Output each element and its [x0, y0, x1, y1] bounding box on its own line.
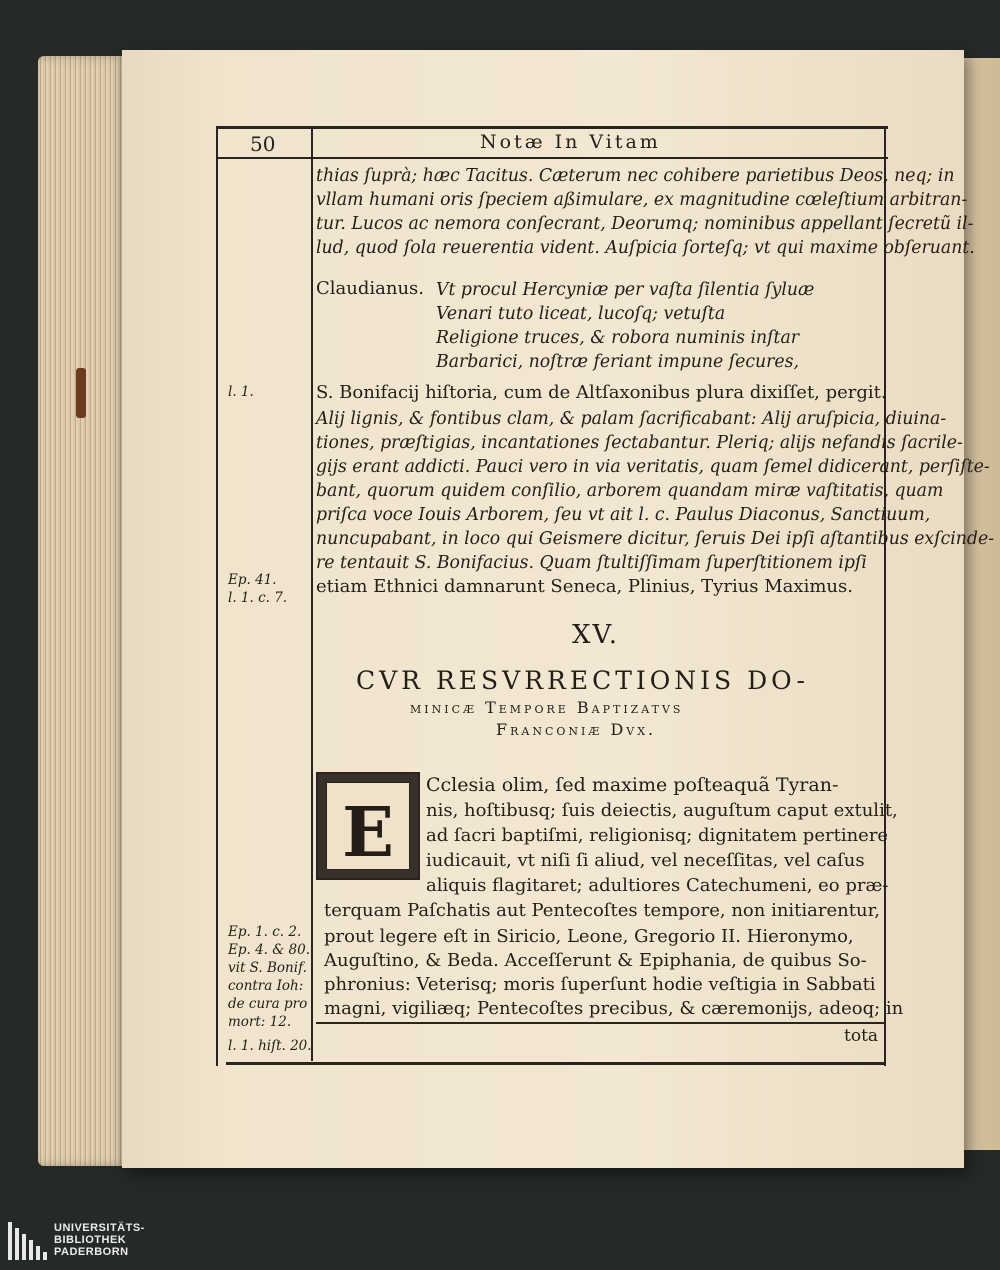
chapter-title-line2: minicæ Tempore Baptizatvs	[410, 698, 684, 717]
body-line: S. Bonifacij hiſtoria, cum de Altſaxonibus plura dixiſſet, pergit.	[316, 382, 887, 403]
footer-rule	[316, 1022, 884, 1024]
logo-line: BIBLIOTHEK	[54, 1234, 127, 1246]
logo-line: UNIVERSITÄTS-	[54, 1222, 145, 1234]
margin-note: l. 1.	[228, 384, 254, 400]
margin-note: l. 1. hiſt. 20.	[228, 1038, 312, 1054]
body-line: magni, vigiliæq; Pentecoſtes precibus, & cæremonijs, adeoq; in	[324, 998, 904, 1019]
body-line: Cclesia olim, ſed maxime poſteaquã Tyran-	[426, 774, 839, 796]
margin-note: l. 1. c. 7.	[228, 590, 288, 606]
body-line: Auguſtino, & Beda. Acceſſerunt & Epiphania, de quibus So-	[324, 950, 867, 971]
body-line: nis, hoſtibusq; ſuis deiectis, auguſtum caput extulit,	[426, 800, 898, 821]
header-rule	[216, 157, 888, 159]
decorated-initial-field	[326, 782, 410, 873]
frame-right-rule	[884, 126, 886, 1066]
book-page-edges	[38, 56, 130, 1166]
decorated-initial	[316, 772, 420, 880]
frame-top-rule	[216, 126, 888, 129]
body-line: tur. Lucos ac nemora conſecrant, Deorumq; nominibus appellant ſecretũ il-	[316, 214, 974, 234]
body-line: bant, quorum quidem conſilio, arborem quandam miræ vaſtitatis, quam	[316, 481, 944, 501]
initial-letter: E	[342, 793, 394, 873]
library-logo	[8, 1222, 145, 1262]
margin-note: de cura pro	[228, 996, 308, 1012]
body-line: thias ſuprà; hæc Tacitus. Cæterum nec cohibere parietibus Deos, neq; in	[316, 166, 955, 186]
body-line: aliquis flagitaret; adultiores Catechumeni, eo præ-	[426, 875, 889, 896]
body-line: gijs erant addicti. Pauci vero in via veritatis, quam ſemel didicerant, perſiſte-	[316, 457, 990, 477]
margin-note: Ep. 1. c. 2.	[228, 924, 302, 940]
margin-note: Ep. 41.	[228, 572, 277, 588]
body-line: priſca voce Iouis Arborem, ſeu vt ait l. c. Paulus Diaconus, Sanctiuum,	[316, 505, 931, 525]
quote-verse: Religione truces, & robora numinis inſtar	[436, 328, 800, 348]
body-line: iudicauit, vt niſi ſi aliud, vel neceſſitas, vel caſus	[426, 850, 865, 871]
frame-bottom-rule	[226, 1062, 886, 1065]
margin-note: mort: 12.	[228, 1014, 292, 1030]
quote-verse: Barbarici, noſtræ feriant impune ſecures,	[436, 352, 799, 372]
frame-left-rule	[216, 126, 218, 1066]
body-line: tiones, præſtigias, incantationes ſectabantur. Pleriq; alijs nefandis ſacrile-	[316, 433, 963, 453]
chapter-title-line3: Franconiæ Dvx.	[496, 720, 657, 739]
body-line: prout legere eſt in Siricio, Leone, Gregorio II. Hieronymo,	[324, 926, 854, 947]
library-logo-text	[54, 1222, 145, 1258]
quote-verse: Venari tuto liceat, lucoſq; vetuſta	[436, 304, 726, 324]
logo-line: PADERBORN	[54, 1246, 129, 1258]
library-logo-icon	[8, 1222, 48, 1262]
running-head: Notæ In Vitam	[480, 131, 661, 153]
catchword: tota	[844, 1026, 879, 1046]
quote-author: Claudianus.	[316, 278, 425, 299]
body-line: etiam Ethnici damnarunt Seneca, Plinius, Tyrius Maximus.	[316, 576, 853, 597]
book-clasp	[76, 368, 86, 418]
body-line: phronius: Veterisq; moris ſuperſunt hodie veſtigia in Sabbati	[324, 974, 876, 995]
chapter-title-line1: CVR RESVRRECTIONIS DO-	[356, 666, 810, 695]
body-line: nuncupabant, in loco qui Geismere dicitur, ſeruis Dei ipſi aſtantibus exſcinde-	[316, 529, 995, 549]
margin-note: contra Ioh:	[228, 978, 304, 994]
body-line: ad ſacri baptiſmi, religionisq; dignitatem pertinere	[426, 825, 889, 846]
page-number: 50	[250, 132, 276, 156]
body-line: terquam Paſchatis aut Pentecoſtes tempore, non initiarentur,	[324, 900, 880, 921]
body-line: lud, quod ſola reuerentia vident. Auſpicia ſorteſq; vt qui maxime obſeruant.	[316, 238, 975, 258]
margin-note: vit S. Bonif.	[228, 960, 307, 976]
body-line: re tentauit S. Bonifacius. Quam ſtultiſſimam ſuperſtitionem ipſi	[316, 553, 867, 573]
body-line: Alij lignis, & fontibus clam, & palam ſacrificabant: Alij aruſpicia, diuina-	[316, 409, 947, 429]
chapter-numeral: XV.	[572, 620, 620, 650]
margin-column-rule	[311, 126, 313, 1061]
quote-verse: Vt procul Hercyniæ per vaſta ſilentia ſyluæ	[436, 280, 815, 300]
margin-note: Ep. 4. & 80.	[228, 942, 311, 958]
body-line: vllam humani oris ſpeciem aßimulare, ex magnitudine cœleſtium arbitran-	[316, 190, 968, 210]
